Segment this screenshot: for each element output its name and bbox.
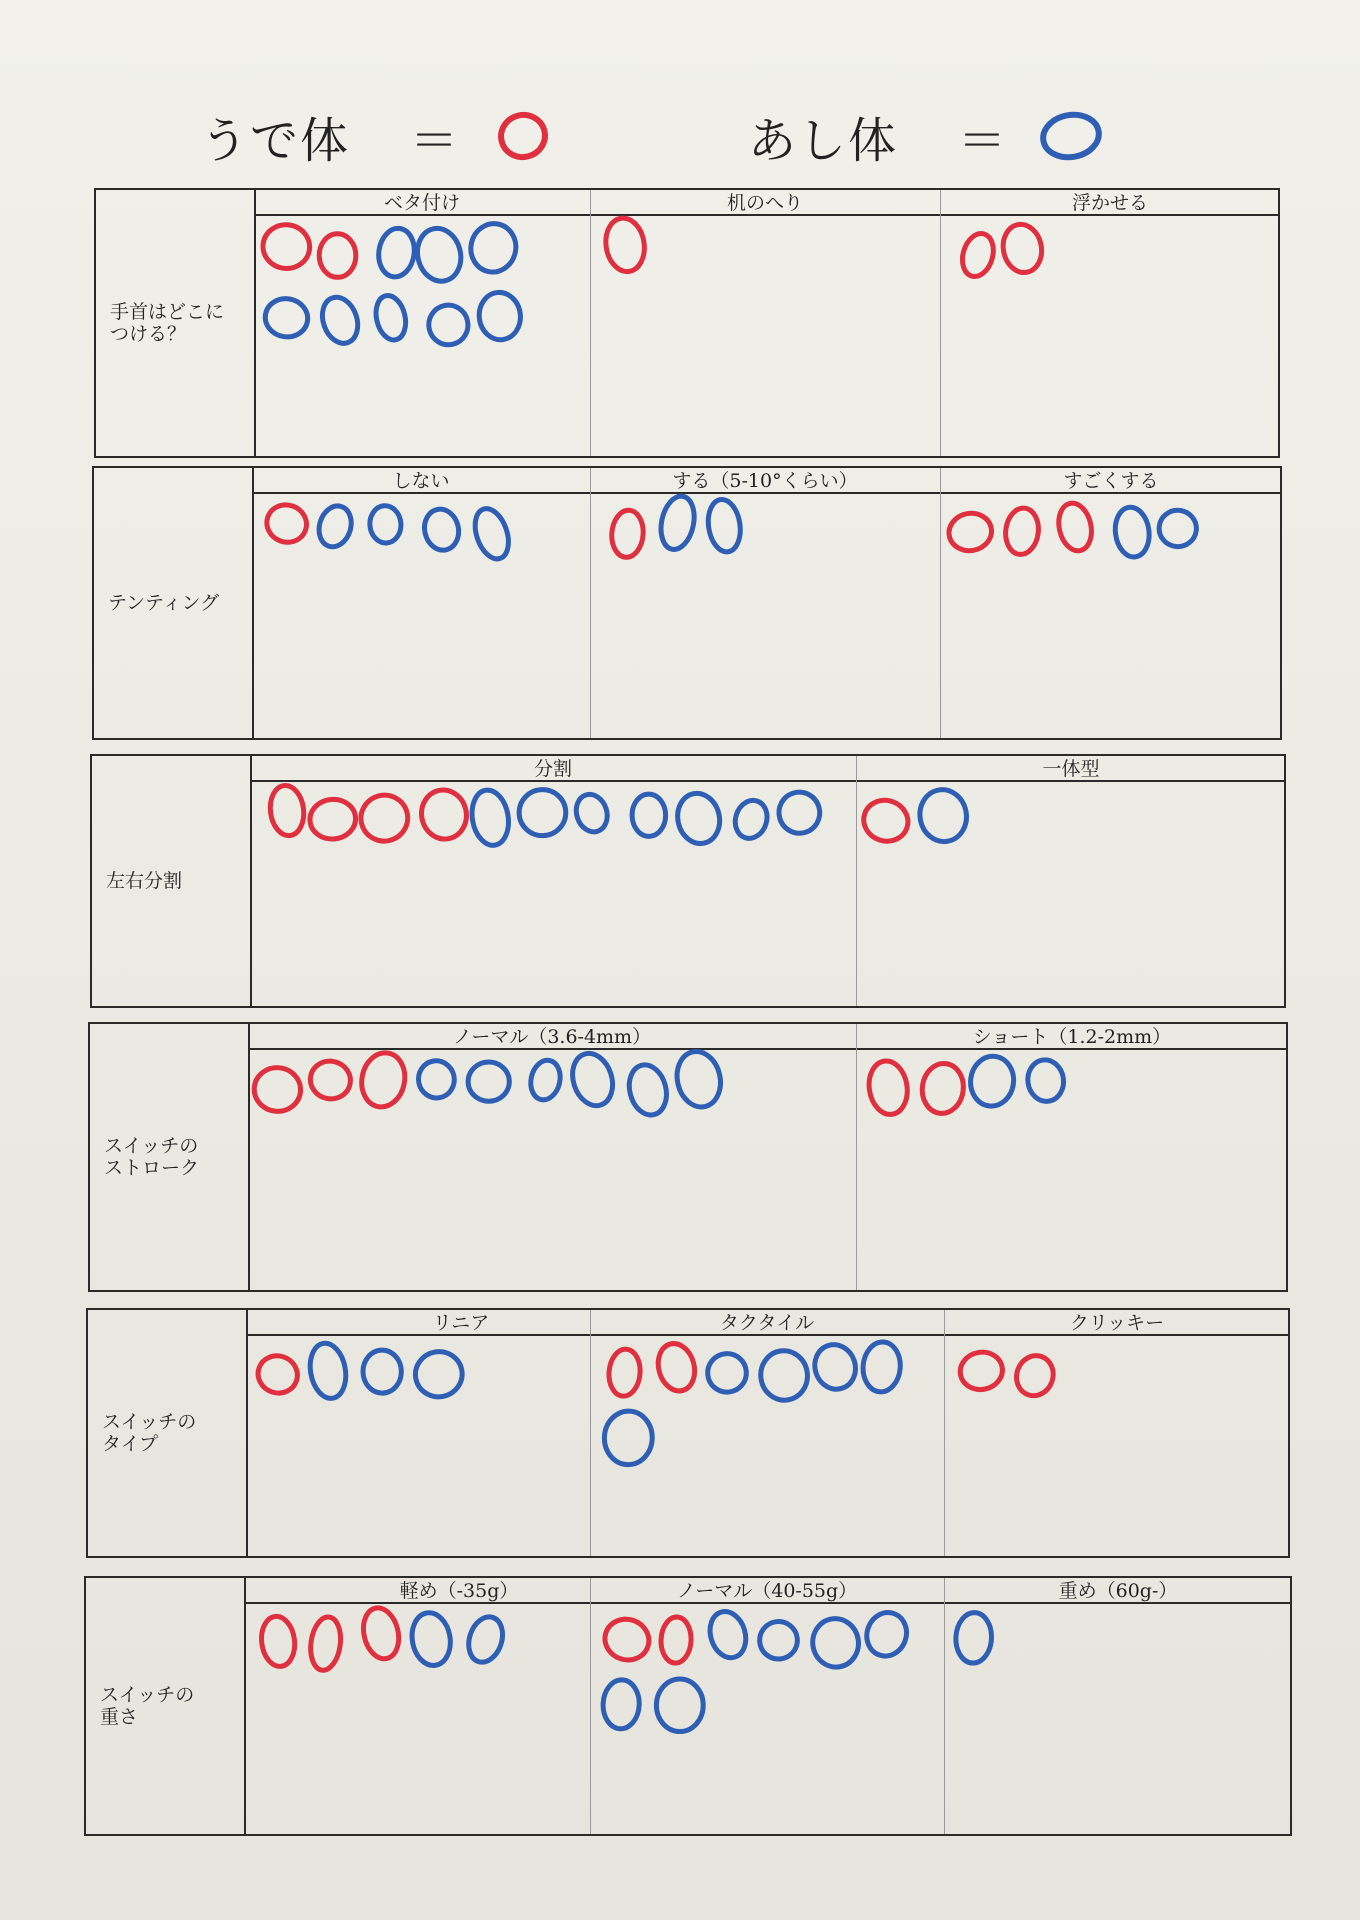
row-label: 手首はどこに つける？ (96, 190, 256, 456)
blue-vote-mark (809, 1339, 861, 1394)
red-vote-mark (600, 1614, 654, 1666)
marks-layer (92, 756, 1284, 1006)
blue-vote-mark (632, 794, 666, 837)
blue-vote-mark (955, 1612, 993, 1664)
blue-vote-mark (1112, 505, 1151, 559)
red-circle-icon (488, 105, 558, 167)
blue-vote-mark (527, 1057, 564, 1102)
red-vote-mark (958, 230, 999, 280)
blue-vote-mark (572, 790, 612, 836)
blue-vote-mark (363, 1350, 402, 1393)
red-vote-mark (268, 784, 307, 838)
section-tenting (92, 466, 1282, 740)
blue-vote-mark (415, 1058, 457, 1101)
red-vote-mark (946, 510, 995, 554)
section-split (90, 754, 1286, 1008)
blue-vote-mark (603, 1410, 653, 1465)
red-vote-mark (919, 1061, 966, 1116)
column-header: クリッキー (944, 1310, 1290, 1336)
column-header: 浮かせる (940, 190, 1280, 216)
blue-vote-mark (376, 226, 418, 279)
blue-vote-mark (477, 290, 523, 342)
legend-ude-label: うで体 (200, 112, 351, 169)
blue-vote-mark (369, 505, 403, 544)
blue-circle-icon (1036, 105, 1106, 167)
section-switch-stroke (88, 1022, 1288, 1292)
legend-ude (200, 96, 558, 176)
blue-vote-mark (262, 296, 310, 340)
blue-vote-mark (861, 1340, 902, 1393)
blue-vote-mark (412, 224, 466, 286)
blue-vote-mark (774, 788, 824, 838)
blue-vote-mark (463, 1612, 508, 1666)
red-vote-mark (308, 797, 357, 841)
blue-vote-mark (656, 1679, 703, 1732)
blue-vote-mark (861, 1607, 912, 1661)
red-vote-mark (259, 1614, 298, 1668)
red-vote-mark (252, 1065, 303, 1114)
column-header: ノーマル（40-55g） (590, 1578, 944, 1604)
blue-vote-mark (466, 219, 520, 276)
blue-vote-mark (656, 493, 698, 552)
column-header: 机のへり (590, 190, 940, 216)
red-vote-mark (653, 1339, 700, 1395)
section-switch-weight (84, 1576, 1292, 1836)
red-vote-mark (660, 1616, 692, 1663)
red-vote-mark (1055, 500, 1096, 554)
column-header: ショート（1.2-2mm） (856, 1024, 1288, 1050)
blue-vote-mark (916, 786, 971, 846)
blue-vote-mark (306, 1340, 350, 1401)
blue-vote-mark (705, 1607, 752, 1662)
blue-vote-mark (468, 787, 512, 848)
blue-vote-mark (705, 497, 744, 554)
blue-vote-mark (706, 1352, 748, 1394)
blue-vote-mark (314, 502, 356, 551)
legend-ashi (748, 96, 1106, 176)
blue-vote-mark (809, 1615, 862, 1670)
red-vote-mark (262, 499, 312, 547)
blue-vote-mark (412, 1348, 466, 1401)
blue-vote-mark (1157, 508, 1198, 548)
red-vote-mark (359, 1604, 404, 1662)
red-vote-mark (607, 1348, 642, 1397)
blue-vote-mark (624, 1061, 672, 1119)
marks-layer (86, 1578, 1290, 1834)
blue-vote-mark (468, 1062, 509, 1102)
blue-vote-mark (372, 293, 410, 343)
red-vote-mark (957, 1349, 1005, 1393)
column-header: タクタイル (590, 1310, 944, 1336)
red-vote-mark (999, 221, 1045, 276)
red-vote-mark (858, 795, 913, 847)
red-vote-mark (357, 1049, 409, 1111)
red-vote-mark (355, 790, 413, 847)
red-vote-mark (308, 1615, 344, 1672)
column-header: 重め（60g-） (944, 1578, 1292, 1604)
column-header: 軽め（-35g） (244, 1578, 674, 1604)
blue-vote-mark (421, 506, 463, 554)
column-header: すごくする (940, 468, 1282, 494)
red-vote-mark (319, 234, 356, 278)
red-vote-mark (1011, 1350, 1059, 1400)
column-header: しない (252, 468, 590, 494)
legend-ashi-equals: ＝ (958, 112, 1009, 169)
row-label: スイッチの 重さ (86, 1578, 246, 1834)
blue-vote-mark (672, 1047, 726, 1111)
marks-layer (90, 1024, 1286, 1290)
marks-layer (94, 468, 1280, 738)
blue-vote-mark (408, 1610, 454, 1669)
red-vote-mark (307, 1057, 354, 1102)
section-switch-type (86, 1308, 1290, 1558)
blue-vote-mark (758, 1348, 811, 1403)
section-wrist-placement (94, 188, 1280, 458)
column-header: する（5-10°くらい） (590, 468, 940, 494)
row-label: 左右分割 (92, 756, 252, 1006)
red-vote-mark (610, 509, 645, 558)
blue-vote-mark (566, 1048, 619, 1111)
column-header: 分割 (250, 756, 856, 782)
marks-layer (88, 1310, 1288, 1556)
column-header: リニア (246, 1310, 676, 1336)
column-header: ノーマル（3.6-4mm） (248, 1024, 856, 1050)
blue-vote-mark (758, 1619, 800, 1661)
blue-vote-mark (730, 796, 771, 842)
legend-ashi-label: あし体 (748, 112, 899, 169)
marks-layer (96, 190, 1278, 456)
blue-vote-mark (602, 1679, 640, 1730)
column-header: ベタ付け (254, 190, 590, 216)
red-vote-mark (261, 222, 312, 271)
row-label: スイッチの ストローク (90, 1024, 250, 1290)
column-header: 一体型 (856, 756, 1286, 782)
blue-vote-mark (968, 1054, 1017, 1109)
legend-ude-equals: ＝ (410, 112, 461, 169)
red-vote-mark (865, 1058, 910, 1117)
blue-vote-mark (518, 789, 566, 836)
red-vote-mark (417, 786, 471, 843)
red-vote-mark (253, 1350, 303, 1398)
blue-vote-mark (425, 301, 472, 348)
blue-vote-mark (316, 292, 363, 348)
red-vote-mark (602, 215, 648, 274)
blue-vote-mark (1025, 1057, 1066, 1103)
blue-vote-mark (673, 789, 725, 847)
row-label: テンティング (94, 468, 254, 738)
red-vote-mark (1003, 506, 1041, 556)
row-label: スイッチの タイプ (88, 1310, 248, 1556)
blue-vote-mark (469, 504, 514, 563)
